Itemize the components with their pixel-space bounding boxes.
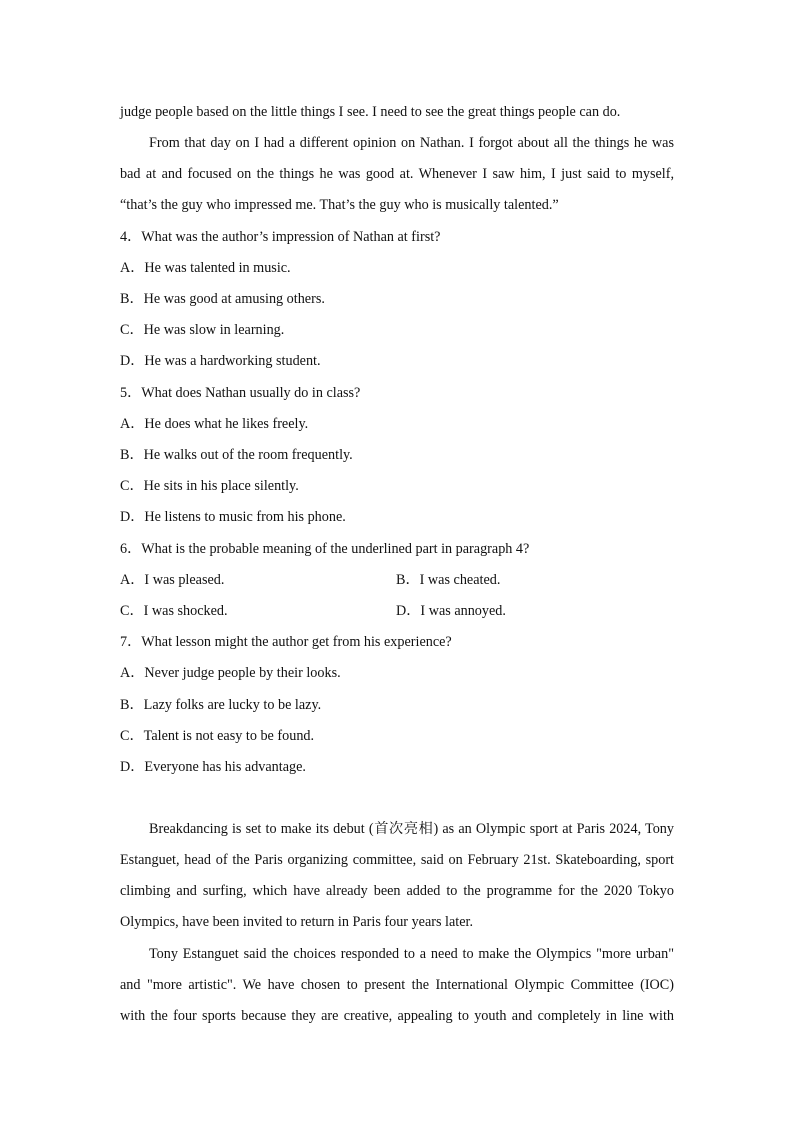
question-6-option-b: B．I was cheated. [396, 572, 501, 588]
question-6-stem: 6．What is the probable meaning of the underlined part in paragraph 4? [120, 541, 530, 557]
question-6-option-c: C．I was shocked. [120, 603, 228, 619]
question-7-option-a: A．Never judge people by their looks. [120, 665, 341, 681]
question-7-option-d: D．Everyone has his advantage. [120, 759, 306, 775]
question-4-stem: 4．What was the author’s impression of Nathan at first? [120, 229, 441, 245]
passage2-paragraph-line: Olympics, have been invited to return in Paris four years later. [120, 914, 474, 930]
passage1-line: judge people based on the little things I see. I need to see the great things people can do. [120, 104, 621, 120]
question-6-option-d: D．I was annoyed. [396, 603, 506, 619]
passage2-paragraph-line: Estanguet, head of the Paris organizing committee, said on February 21st. Skateboarding, sport [120, 852, 674, 868]
question-6-option-a: A．I was pleased. [120, 572, 225, 588]
passage2-paragraph-line: and "more artistic". We have chosen to present the International Olympic Committee (IOC) [120, 977, 674, 993]
question-5-stem: 5．What does Nathan usually do in class? [120, 385, 361, 401]
question-4-option-b: B．He was good at amusing others. [120, 291, 325, 307]
question-7-option-c: C．Talent is not easy to be found. [120, 728, 315, 744]
passage2-paragraph-line: Tony Estanguet said the choices responded to a need to make the Olympics "more urban" [149, 946, 674, 962]
question-7-option-b: B．Lazy folks are lucky to be lazy. [120, 697, 322, 713]
question-5-option-c: C．He sits in his place silently. [120, 478, 299, 494]
question-4-option-a: A．He was talented in music. [120, 260, 291, 276]
passage2-paragraph-line: climbing and surfing, which have already been added to the programme for the 2020 Tokyo [120, 883, 674, 899]
passage2-paragraph-line: with the four sports because they are creative, appealing to youth and completely in line with [120, 1008, 674, 1024]
passage1-paragraph-line: bad at and focused on the things he was good at. Whenever I saw him, I just said to myself, [120, 166, 674, 182]
question-4-option-c: C．He was slow in learning. [120, 322, 285, 338]
question-5-option-a: A．He does what he likes freely. [120, 416, 309, 432]
passage2-paragraph-line: Breakdancing is set to make its debut (首次亮相) as an Olympic sport at Paris 2024, Tony [149, 821, 674, 837]
passage1-paragraph-line: “that’s the guy who impressed me. That’s the guy who is musically talented.” [120, 197, 559, 213]
question-5-option-d: D．He listens to music from his phone. [120, 509, 346, 525]
question-5-option-b: B．He walks out of the room frequently. [120, 447, 353, 463]
question-7-stem: 7．What lesson might the author get from his experience? [120, 634, 452, 650]
question-4-option-d: D．He was a hardworking student. [120, 353, 321, 369]
passage1-paragraph-line: From that day on I had a different opinion on Nathan. I forgot about all the things he was [149, 135, 674, 151]
